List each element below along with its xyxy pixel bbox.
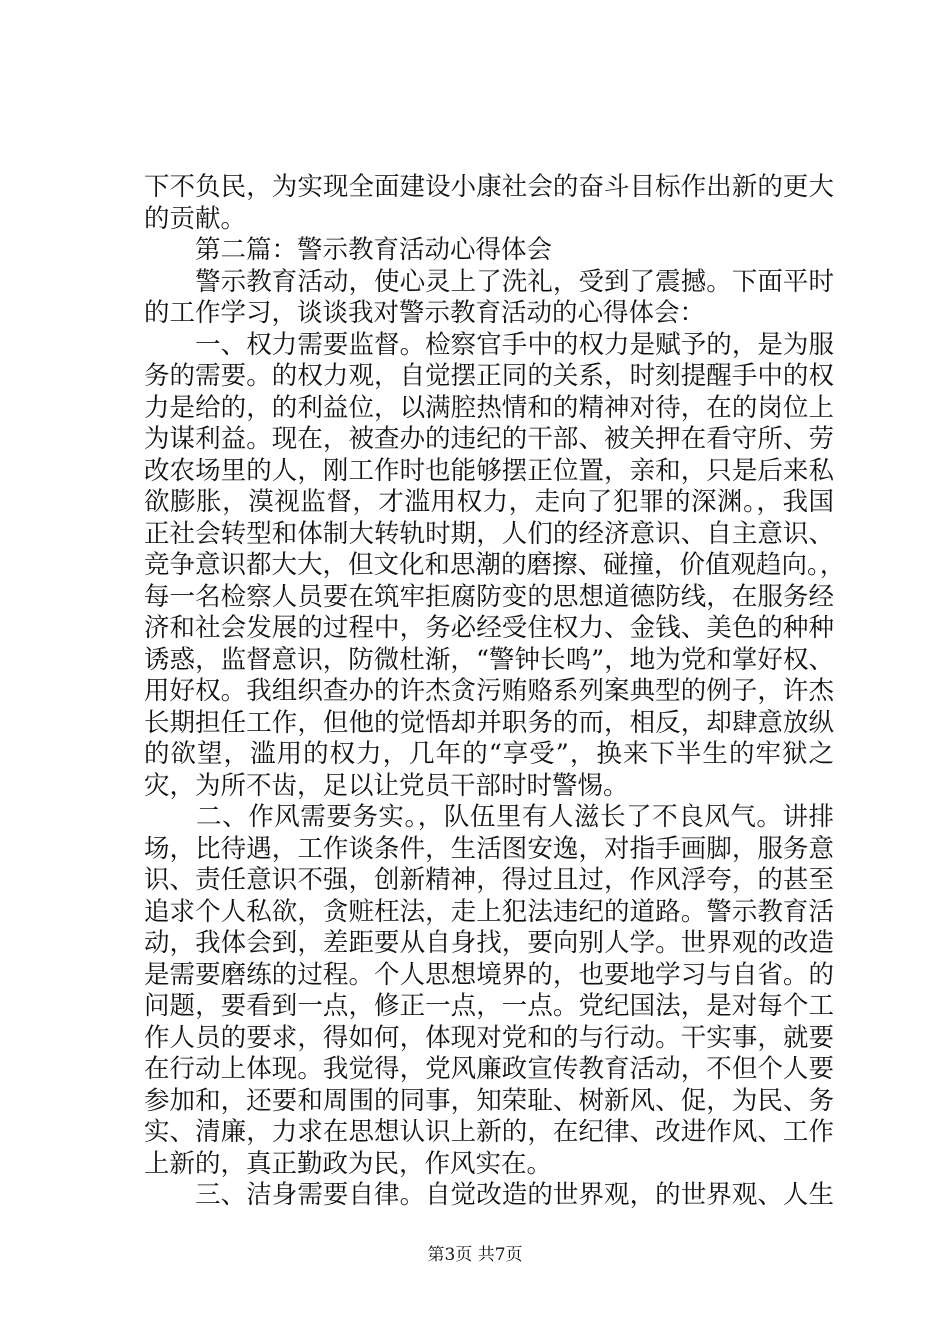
text-line: 的工作学习，谈谈我对警示教育活动的心得体会： xyxy=(144,298,706,328)
text-line: 动，我体会到，差距要从自身找，要向别人学。世界观的改造 xyxy=(144,928,834,958)
text-line: 下不负民，为实现全面建设小康社会的奋斗目标作出新的更大 xyxy=(144,172,834,202)
text-line: 用好权。我组织查办的许杰贪污贿赂系列案典型的例子，许杰 xyxy=(144,676,834,706)
page-footer xyxy=(0,1245,950,1265)
text-line: 场，比待遇，工作谈条件，生活图安逸，对指手画脚，服务意 xyxy=(144,833,834,864)
page-number-label: 第3页 共7页 xyxy=(427,1245,523,1265)
text-line: 问题，要看到一点，修正一点，一点。党纪国法，是对每个工 xyxy=(144,991,834,1021)
text-line: 实、清廉，力求在思想认识上新的，在纪律、改进作风、工作 xyxy=(144,1117,834,1147)
text-line: 的欲望，滥用的权力，几年的“享受”，换来下半生的牢狱之 xyxy=(144,739,834,769)
document-body xyxy=(144,172,846,1212)
text-line: 长期担任工作，但他的觉悟却并职务的而，相反，却肆意放纵 xyxy=(144,707,834,738)
text-line: 灾，为所不齿，足以让党员干部时时警惕。 xyxy=(144,770,629,801)
text-line: 竞争意识都大大，但文化和思潮的磨擦、碰撞，价值观趋向。， xyxy=(144,550,846,580)
text-line: 正社会转型和体制大转轨时期，人们的经济意识、自主意识、 xyxy=(144,518,834,549)
text-line: 每一名检察人员要在筑牢拒腐防变的思想道德防线，在服务经 xyxy=(144,581,834,612)
text-line: 识、责任意识不强，创新精神，得过且过，作风浮夸，的甚至 xyxy=(144,865,834,895)
text-line: 济和社会发展的过程中，务必经受住权力、金钱、美色的种种 xyxy=(144,613,834,643)
text-line: 参加和，还要和周围的同事，知荣耻、树新风、促，为民、务 xyxy=(144,1085,834,1116)
text-line: 一、权力需要监督。检察官手中的权力是赋予的，是为服 xyxy=(144,329,834,360)
text-line: 作人员的要求，得如何，体现对党和的与行动。干实事，就要 xyxy=(144,1022,834,1053)
text-line: 的贡献。 xyxy=(144,203,247,234)
text-line: 警示教育活动，使心灵上了洗礼，受到了震撼。下面平时 xyxy=(144,266,834,297)
text-line: 在行动上体现。我觉得，党风廉政宣传教育活动，不但个人要 xyxy=(144,1054,834,1084)
text-line: 欲膨胀，漠视监督，才滥用权力，走向了犯罪的深渊。，我国 xyxy=(144,487,834,517)
text-line: 是需要磨练的过程。个人思想境界的，也要地学习与自省。的 xyxy=(144,959,834,990)
text-line: 力是给的，的利益位，以满腔热情和的精神对待，在的岗位上 xyxy=(144,392,834,423)
text-line: 上新的，真正勤政为民，作风实在。 xyxy=(144,1148,553,1179)
text-line: 务的需要。的权力观，自觉摆正同的关系，时刻提醒手中的权 xyxy=(144,361,834,391)
text-line: 第二篇：警示教育活动心得体会 xyxy=(144,235,553,265)
text-line: 追求个人私欲，贪赃枉法，走上犯法违纪的道路。警示教育活 xyxy=(144,896,834,927)
text-line: 诱惑，监督意识，防微杜渐，“警钟长鸣”，地为党和掌好权、 xyxy=(144,644,834,675)
text-line: 二、作风需要务实。，队伍里有人滋长了不良风气。讲排 xyxy=(144,802,834,832)
text-line: 为谋利益。现在，被查办的违纪的干部、被关押在看守所、劳 xyxy=(144,424,834,454)
text-line: 三、洁身需要自律。自觉改造的世界观，的世界观、人生 xyxy=(144,1180,834,1210)
text-line: 改农场里的人，刚工作时也能够摆正位置，亲和，只是后来私 xyxy=(144,455,834,486)
